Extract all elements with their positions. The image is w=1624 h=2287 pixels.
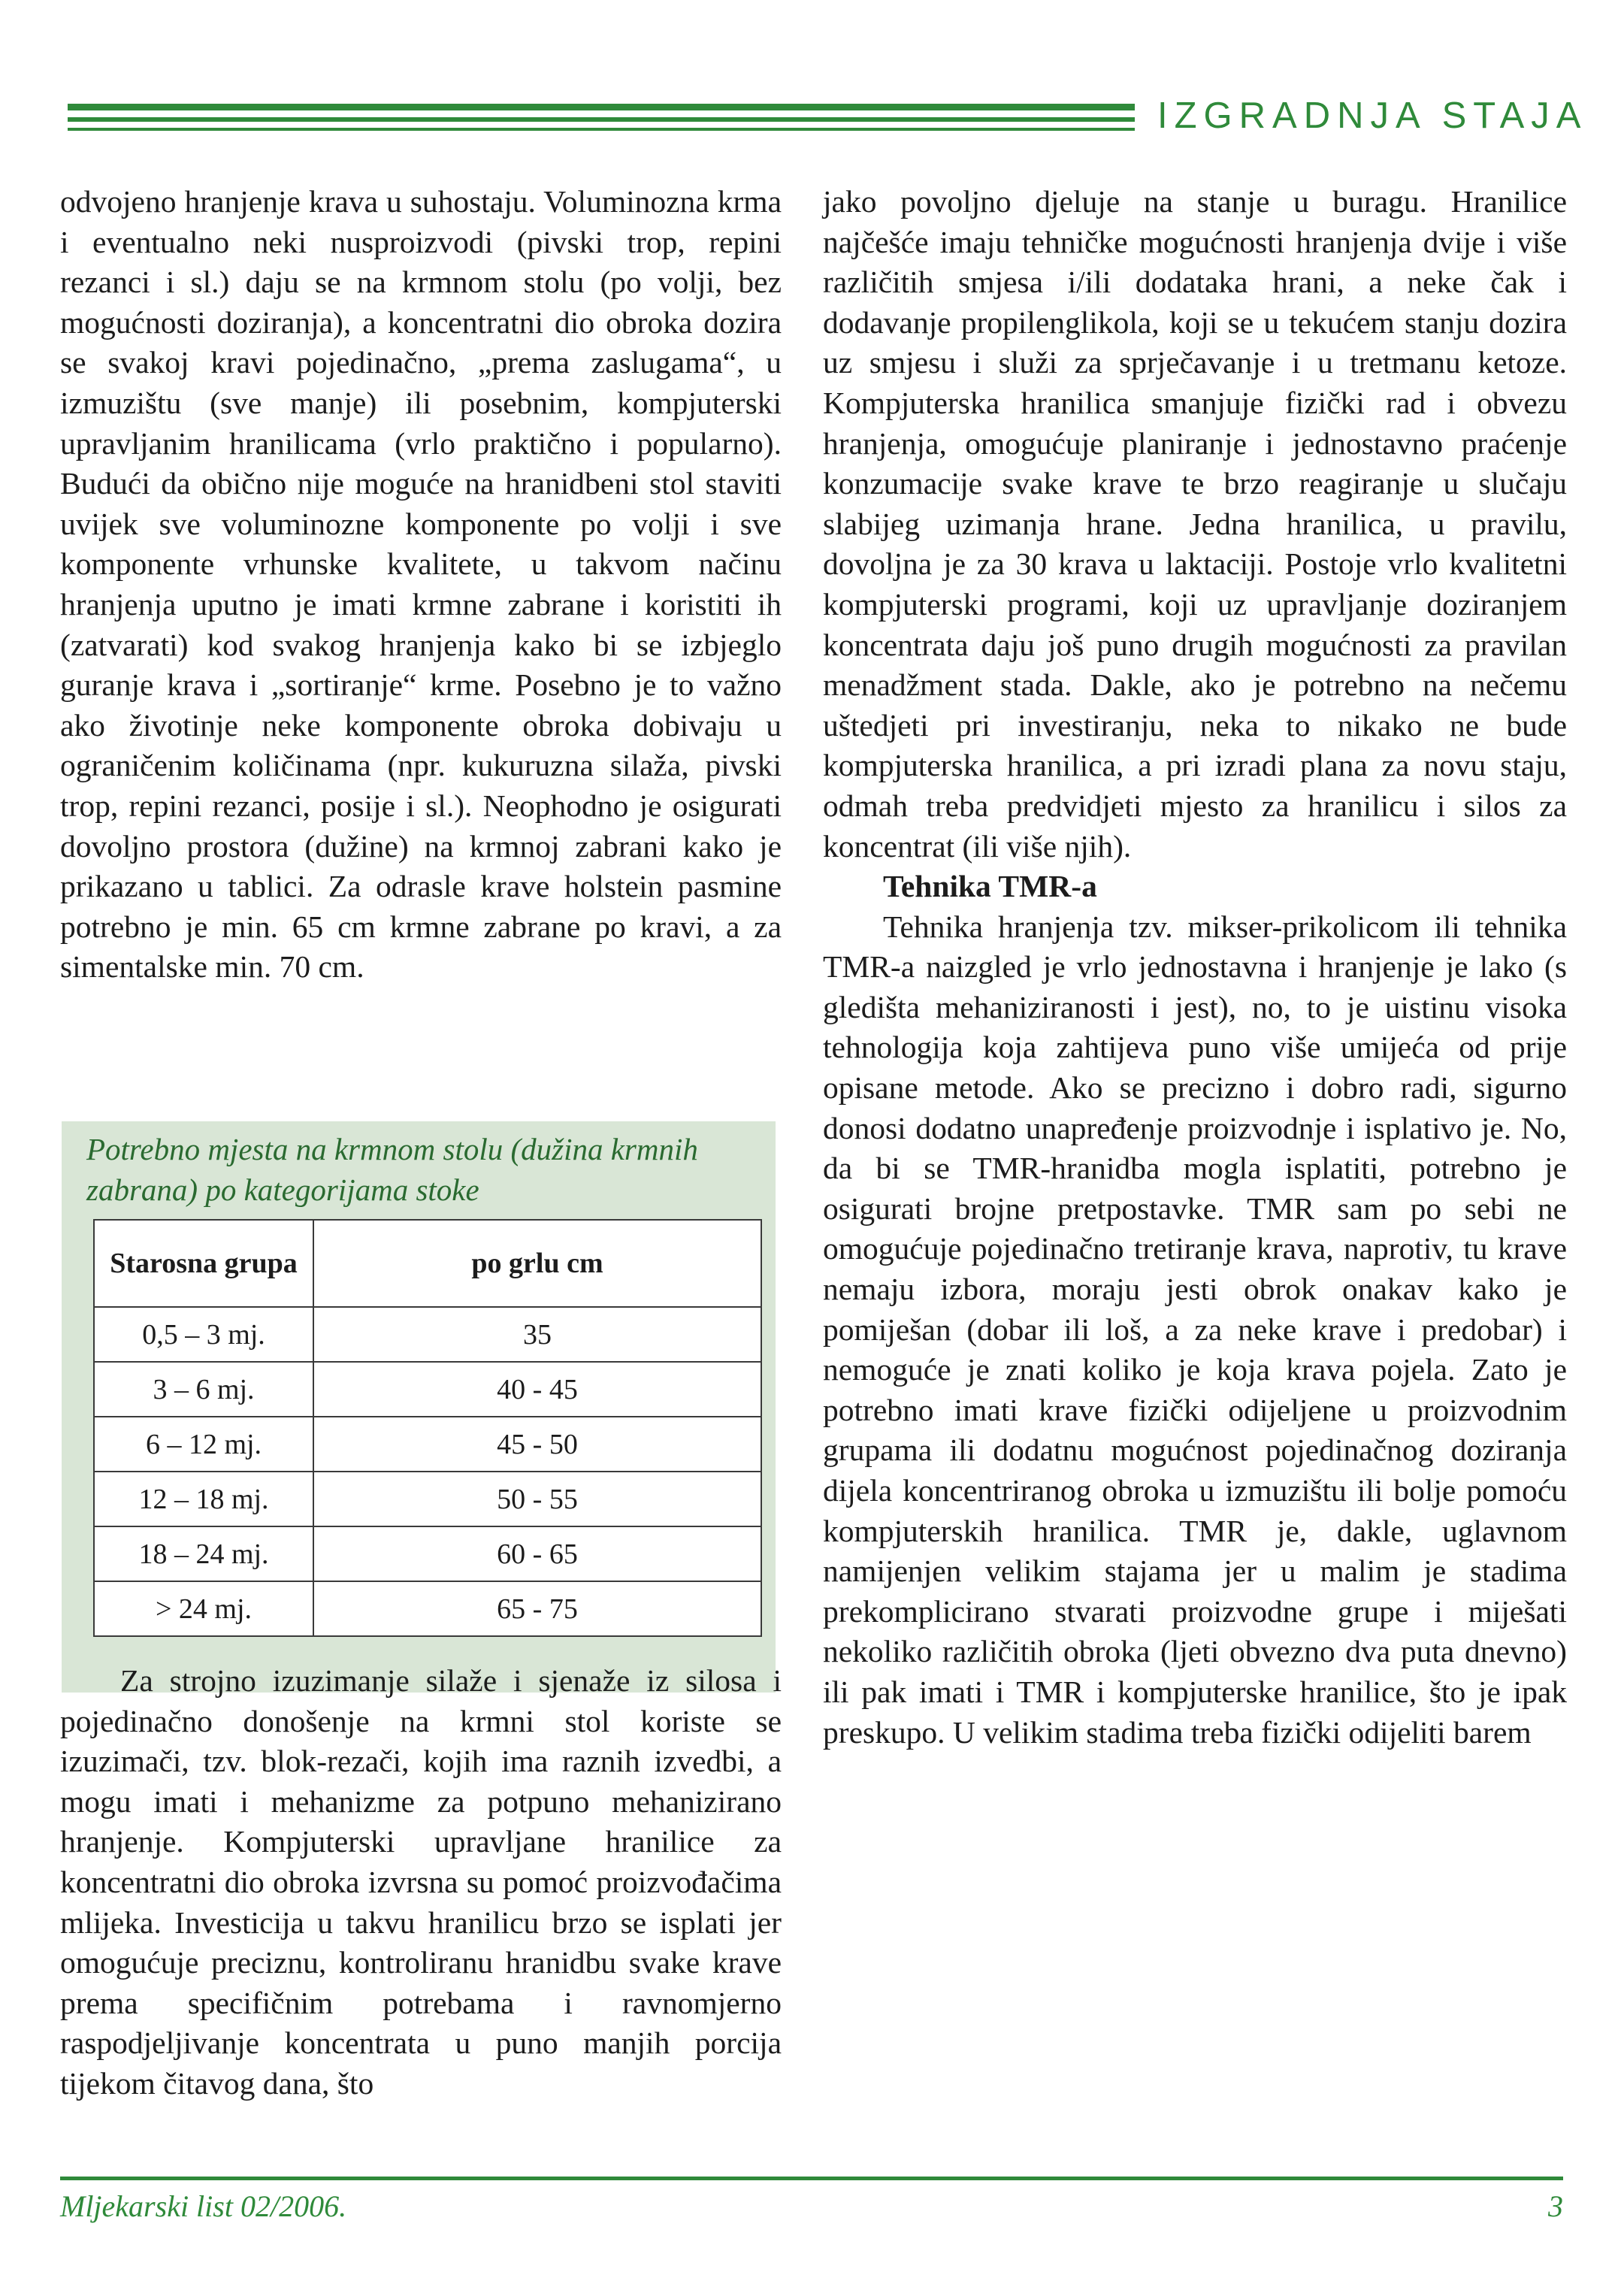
table-row xyxy=(94,1472,761,1526)
table-header-cell: po grlu cm xyxy=(313,1220,761,1307)
table-row xyxy=(94,1526,761,1581)
table-cell-age: 18 – 24 mj. xyxy=(94,1526,313,1581)
header-rule-line xyxy=(68,128,1135,131)
table-cell-age: 12 – 18 mj. xyxy=(94,1472,313,1526)
page-number: 3 xyxy=(1548,2189,1563,2223)
header-rule-line xyxy=(68,117,1135,122)
table-cell-age: 3 – 6 mj. xyxy=(94,1362,313,1417)
table-row xyxy=(94,1307,761,1362)
table-row xyxy=(94,1417,761,1472)
table-header-row xyxy=(94,1220,761,1307)
table-cell-length: 60 - 65 xyxy=(313,1526,761,1581)
left-column-top xyxy=(60,182,782,988)
section-label: IZGRADNJA STAJA xyxy=(1157,95,1588,136)
left-column-bottom xyxy=(60,1661,782,2104)
paragraph: Tehnika hranjenja tzv. mikser-prikolicom ili tehnika TMR-a naizgled je vrlo jednostavna i hranjenje je lako (s gledišta mehaniziranosti i jest), no, to je uistinu visoka tehnologija koja zahtijeva puno više umijeća od prije opisane metode. Ako se precizno i dobro radi, sigurno donosi dodatno unapređenje proizvodnje i isplativo je. No, da bi se TMR-hranidba mogla isplatiti, potrebno je osigurati brojne pretpostavke. TMR sam po sebi ne omogućuje pojedinačno tretiranje krava, naprotiv, tu krave nemaju izbora, moraju jesti obrok onakav kako je pomiješan (dobar ili loš, a za neke krave i predobar) i nemoguće je znati koliko je koja krava pojela. Zato je potrebno imati krave fizički odijeljene u proizvodnim grupama ili dodatnu mogućnost pojedinačnog doziranja dijela koncentriranog obroka u izmuzištu ili bolje pomoću kompjuterskih hranilica. TMR je, dakle, uglavnom namijenjen velikim stajama jer u malim je stadima prekomplicirano stvarati proizvodne grupe i miješati nekoliko različitih obroka (ljeti obvezno dva puta dnevno) ili pak imati i TMR i kompjuterske hranilice, što je ipak preskupo. U velikim stadima treba fizički odijeliti barem xyxy=(823,909,1567,1750)
header-rule-line xyxy=(68,104,1135,110)
footer-publication: Mljekarski list 02/2006. xyxy=(60,2189,347,2223)
paragraph: jako povoljno djeluje na stanje u buragu. Hranilice najčešće imaju tehničke mogućnosti hranjenja dvije i više različitih smjesa i/ili dodataka hrani, a neke čak i dodavanje propilenglikola, koji se u tekućem stanju dozira uz smjesu i služi za sprječavanje i u tretmanu ketoze. Kompjuterska hranilica smanjuje fizički rad i obvezu hranjenja, omogućuje planiranje i jednostavno praćenje konzumacije svake krave te brzo reagiranje u slučaju slabijeg uzimanja hrane. Jedna hranilica, u pravilu, dovoljna je za 30 krava u laktaciji. Postoje vrlo kvalitetni kompjuterski programi, koji uz upravljanje doziranjem koncentrata daju još puno drugih mogućnosti za pravilan menadžment stada. Dakle, ako je potrebno na nečemu uštedjeti pri investiranju, neka to nikako ne bude kompjuterska hranilica, a pri izradi plana za novu staju, odmah treba predvidjeti mjesto za hranilicu i silos za koncentrat (ili više njih). xyxy=(823,184,1567,864)
table-cell-age: 6 – 12 mj. xyxy=(94,1417,313,1472)
table-row xyxy=(94,1362,761,1417)
table-caption: Potrebno mjesta na krmnom stolu (dužina krmnih zabrana) po kategorijama stoke xyxy=(86,1132,698,1207)
footer-rule xyxy=(60,2177,1563,2180)
table-row xyxy=(94,1581,761,1636)
feeding-space-table xyxy=(93,1219,762,1637)
section-subheading: Tehnika TMR-a xyxy=(883,869,1097,904)
table-cell-length: 40 - 45 xyxy=(313,1362,761,1417)
table-cell-length: 45 - 50 xyxy=(313,1417,761,1472)
paragraph: odvojeno hranjenje krava u suhostaju. Voluminozna krma i eventualno neki nusproizvodi (pivski trop, repini rezanci i sl.) daju se na krmnom stolu (po volji, bez mogućnosti doziranja), a koncentratni dio obroka dozira se svakoj kravi pojedinačno, „prema zaslugama“, u izmuzištu (sve manje) ili posebnim, kompjuterski upravljanim hranilicama (vrlo praktično i popularno). Budući da obično nije moguće na hranidbeni stol staviti uvijek sve voluminozne komponente po volji i sve komponente vrhunske kvalitete, u takvom načinu hranjenja uputno je imati krmne zabrane i koristiti ih (zatvarati) kod svakog hranjenja kako bi se izbjeglo guranje krava i „sortiranje“ krme. Posebno je to važno ako životinje neke komponente obroka dobivaju u ograničenim količinama (npr. kukuruzna silaža, pivski trop, repini rezanci, posije i sl.). Neophodno je osigurati dovoljno prostora (dužine) na krmnoj zabrani kako je prikazano u tablici. Za odrasle krave holstein pasmine potrebno je min. 65 cm krmne zabrane po kravi, a za simentalske min. 70 cm. xyxy=(60,184,782,985)
table-header-cell: Starosna grupa xyxy=(94,1220,313,1307)
table-cell-length: 65 - 75 xyxy=(313,1581,761,1636)
table-cell-age: > 24 mj. xyxy=(94,1581,313,1636)
paragraph: Za strojno izuzimanje silaže i sjenaže iz silosa i pojedinačno donošenje na krmni stol koriste se izuzimači, tzv. blok-rezači, kojih ima raznih izvedbi, a mogu imati i mehanizme za potpuno mehanizirano hranjenje. Kompjuterski upravljane hranilice za koncentratni dio obroka izvrsna su pomoć proizvođačima mlijeka. Investicija u takvu hranilicu brzo se isplati jer omogućuje preciznu, kontroliranu hranidbu svake krave prema specifičnim potrebama i ravnomjerno raspodjeljivanje koncentrata u puno manjih porcija tijekom čitavog dana, što xyxy=(60,1663,782,2101)
table-cell-length: 50 - 55 xyxy=(313,1472,761,1526)
right-column xyxy=(823,182,1567,1753)
table-cell-length: 35 xyxy=(313,1307,761,1362)
header-rule xyxy=(68,104,1135,137)
table-cell-age: 0,5 – 3 mj. xyxy=(94,1307,313,1362)
